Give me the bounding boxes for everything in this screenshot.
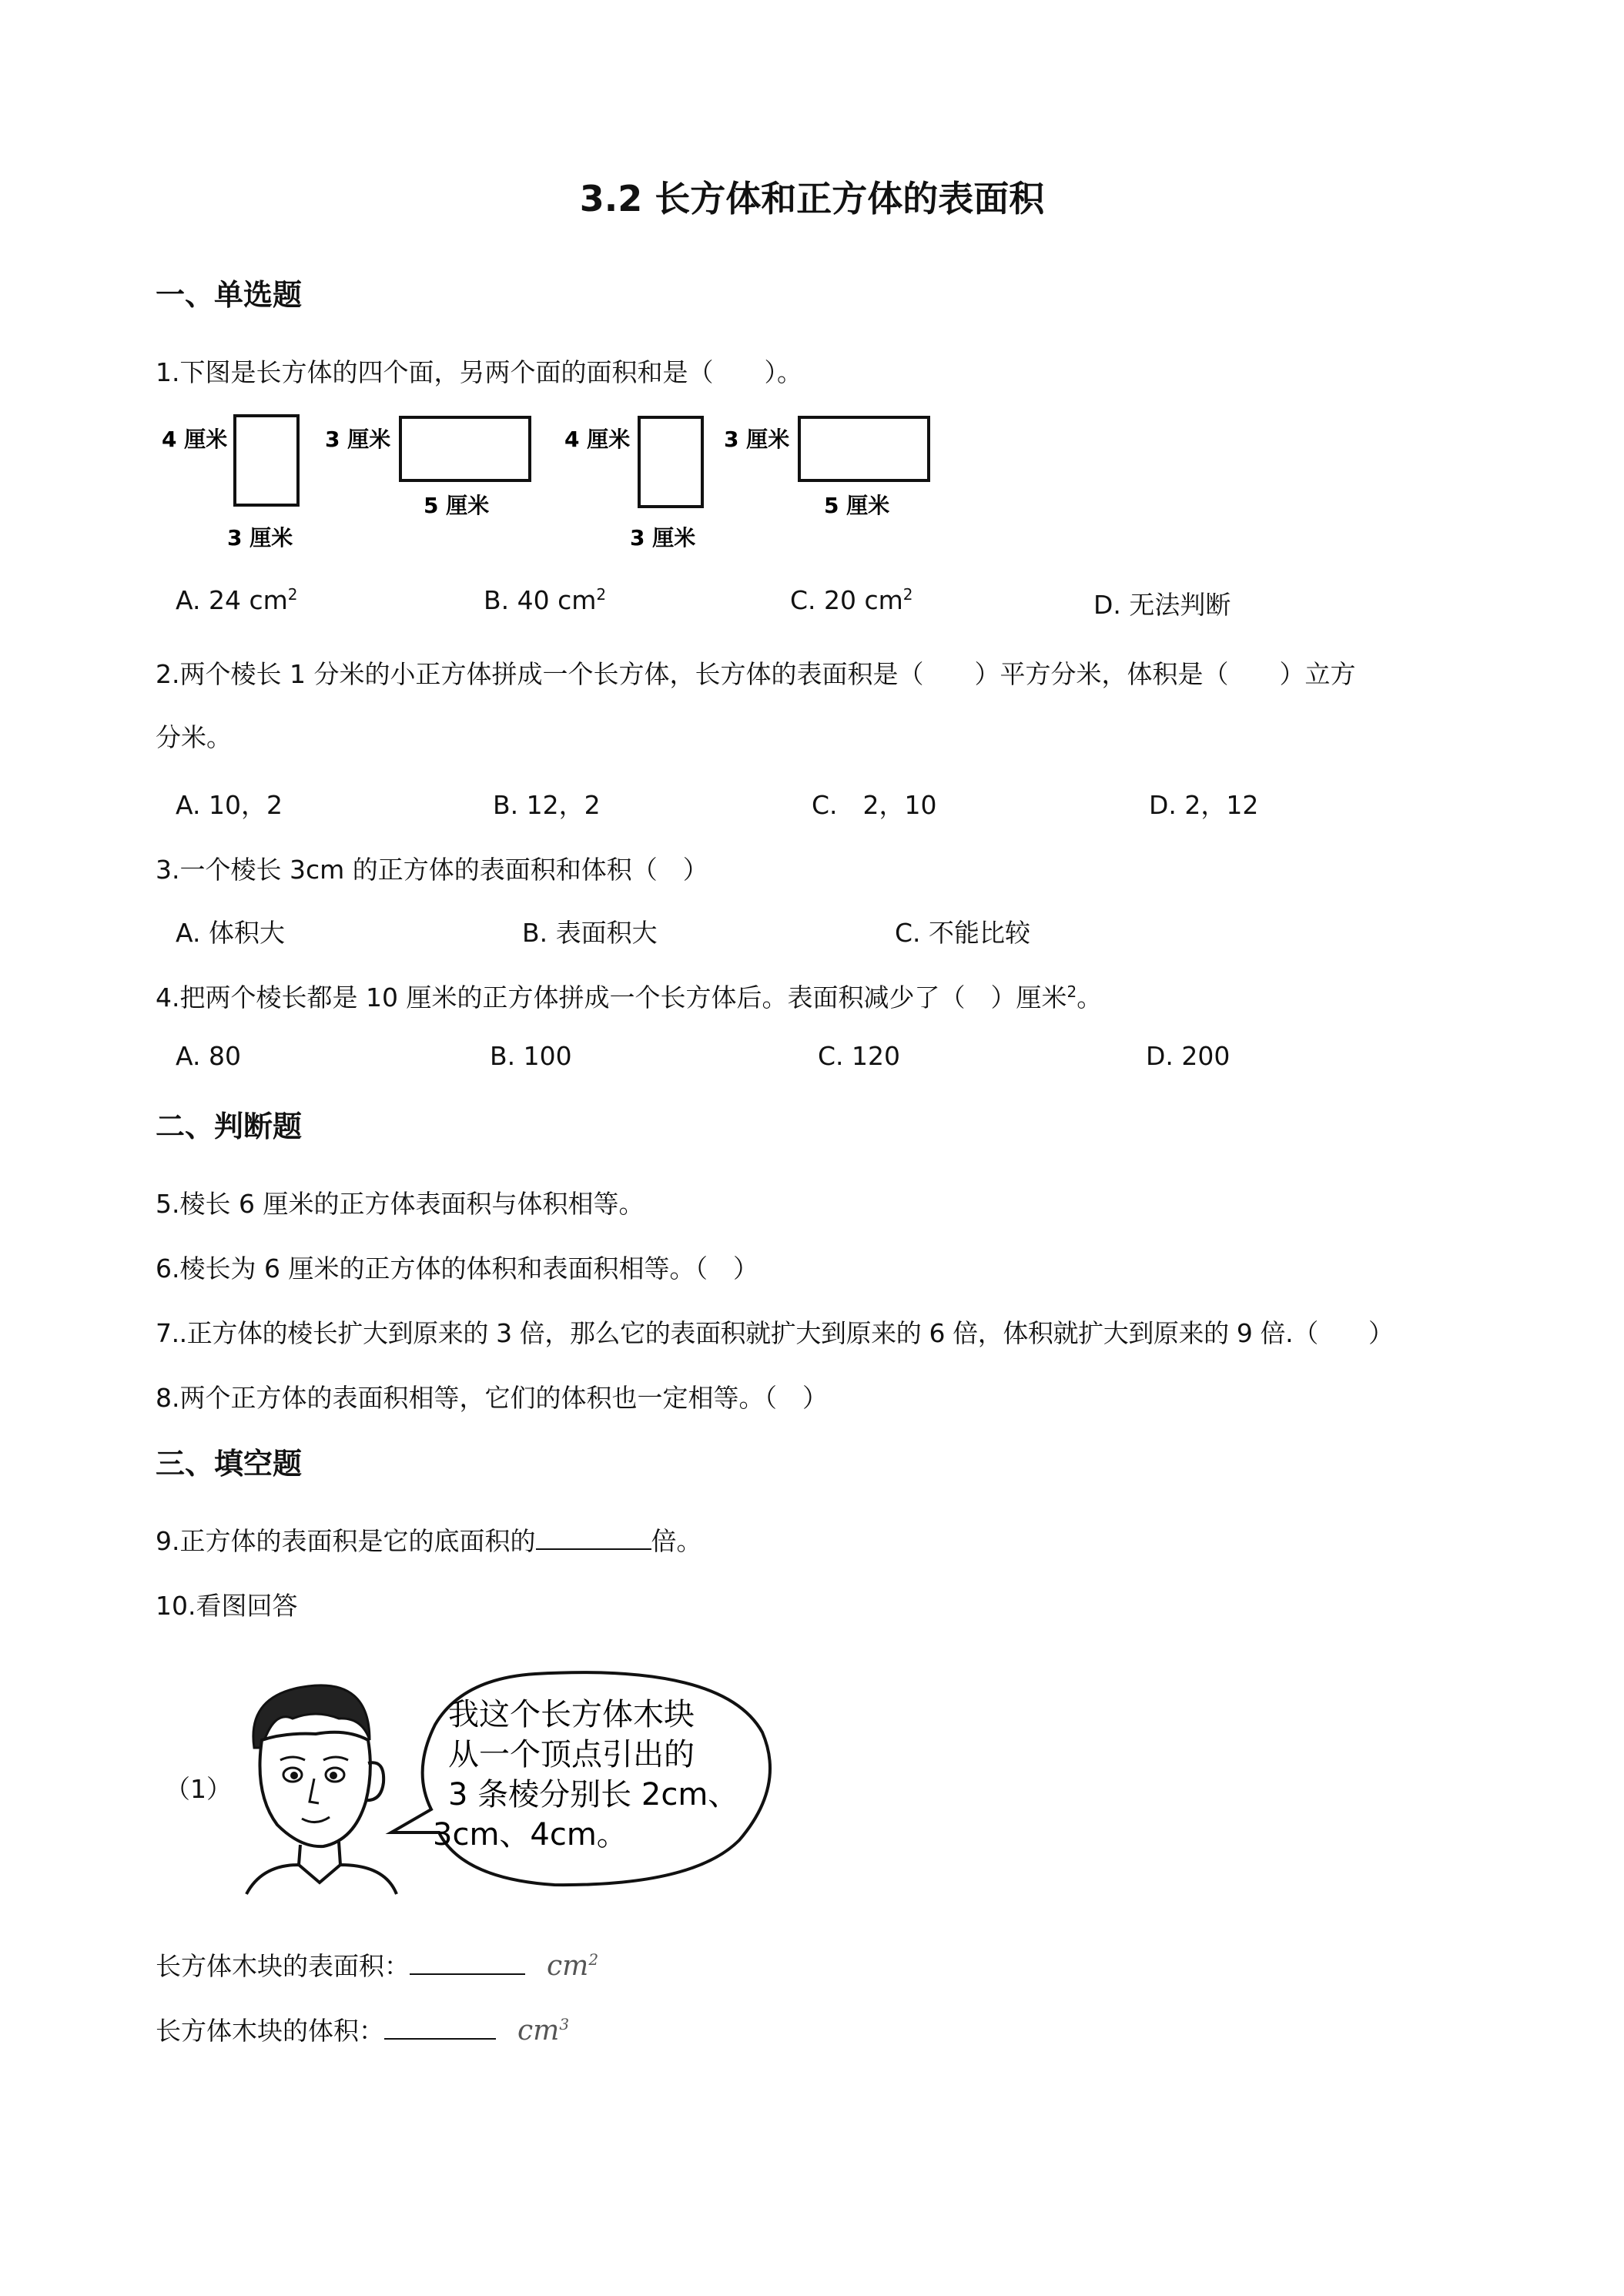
right-pupil — [330, 1772, 337, 1779]
question-5: 5.棱长 6 厘米的正方体表面积与体积相等。 — [156, 1189, 645, 1219]
bubble-line-1: 我这个长方体木块 — [448, 1697, 695, 1732]
rect-2-bottom-label: 5 厘米 — [424, 493, 490, 518]
q2-option-b: B. 12，2 — [493, 790, 601, 820]
rect-2-left-label: 3 厘米 — [325, 427, 391, 452]
q10-volume-answer-blank[interactable] — [384, 2015, 496, 2040]
q1-option-b: B. 40 $cm^2$ — [484, 585, 607, 615]
q10-area-unit: $cm^2$ — [547, 1950, 599, 1982]
rect-3-bottom-label: 3 厘米 — [630, 525, 696, 551]
rect-face-1 — [235, 416, 298, 505]
section-heading-fill-in: 三、填空题 — [156, 1447, 303, 1481]
rect-1-left-label: 4 厘米 — [162, 427, 228, 452]
rect-face-3 — [639, 417, 702, 507]
rect-4-bottom-label: 5 厘米 — [824, 493, 890, 518]
q10-area-answer-blank[interactable] — [410, 1950, 525, 1975]
q4-option-b: B. 100 — [490, 1041, 572, 1071]
rect-4-left-label: 3 厘米 — [724, 427, 790, 452]
bubble-line-4: 3cm、4cm。 — [433, 1817, 628, 1853]
q4-option-c: C. 120 — [818, 1041, 901, 1071]
q10-area-row: 长方体木块的表面积： $cm^2$ — [156, 1950, 599, 1982]
q1-option-d: D. 无法判断 — [1093, 590, 1231, 620]
question-10: 10.看图回答 — [156, 1591, 298, 1621]
q1-option-a: A. 24 $cm^2$ — [176, 585, 298, 615]
q2-option-a: A. 10，2 — [176, 790, 283, 820]
q4-option-a: A. 80 — [176, 1041, 241, 1071]
left-pupil — [290, 1772, 298, 1779]
q10-sub-label: （1） — [165, 1774, 232, 1804]
question-1: 1.下图是长方体的四个面，另两个面的面积和是（ ）。 — [156, 357, 802, 387]
question-2-line-1: 2.两个棱长 1 分米的小正方体拼成一个长方体，长方体的表面积是（ ）平方分米，体积是（ ）立方 — [156, 659, 1356, 689]
q9-answer-blank[interactable] — [536, 1525, 651, 1550]
boy-illustration — [231, 1663, 785, 1902]
question-4: 4.把两个棱长都是 10 厘米的正方体拼成一个长方体后。表面积减少了（ ）厘米$^2$。 — [156, 982, 1103, 1012]
shirt-collar — [246, 1865, 397, 1894]
rect-face-4 — [799, 417, 929, 480]
page-title: 3.2 长方体和正方体的表面积 — [579, 178, 1045, 219]
question-3: 3.一个棱长 3cm 的正方体的表面积和体积（ ） — [156, 855, 708, 885]
question-9: 9.正方体的表面积是它的底面积的 倍。 — [156, 1526, 702, 1556]
q2-option-c: C. 2，10 — [812, 790, 937, 820]
rect-face-2 — [400, 417, 530, 480]
bubble-line-3: 3 条棱分别长 2cm、 — [448, 1777, 739, 1812]
q10-volume-unit: $cm^3$ — [517, 2015, 570, 2047]
q3-option-b: B. 表面积大 — [522, 918, 658, 948]
section-heading-true-false: 二、判断题 — [156, 1110, 303, 1143]
q3-option-c: C. 不能比较 — [895, 918, 1031, 948]
question-6: 6.棱长为 6 厘米的正方体的体积和表面积相等。（ ） — [156, 1253, 758, 1284]
q3-option-a: A. 体积大 — [176, 918, 285, 948]
q10-volume-row: 长方体木块的体积： $cm^3$ — [156, 2015, 570, 2047]
bubble-line-2: 从一个顶点引出的 — [448, 1737, 695, 1772]
rect-1-bottom-label: 3 厘米 — [227, 525, 293, 551]
q2-option-d: D. 2，12 — [1149, 790, 1259, 820]
question-7: 7..正方体的棱长扩大到原来的 3 倍，那么它的表面积就扩大到原来的 6 倍，体积就扩大到原来的 9 倍.（ ） — [156, 1318, 1394, 1348]
question-2-line-2: 分米。 — [156, 722, 232, 752]
face-outline — [260, 1732, 370, 1846]
q1-rectangles-figure — [154, 408, 963, 562]
question-8: 8.两个正方体的表面积相等，它们的体积也一定相等。（ ） — [156, 1383, 828, 1413]
rect-3-left-label: 4 厘米 — [564, 427, 631, 452]
q1-option-c: C. 20 $cm^2$ — [790, 585, 913, 615]
section-heading-single-choice: 一、单选题 — [156, 278, 303, 312]
q4-option-d: D. 200 — [1146, 1041, 1231, 1071]
